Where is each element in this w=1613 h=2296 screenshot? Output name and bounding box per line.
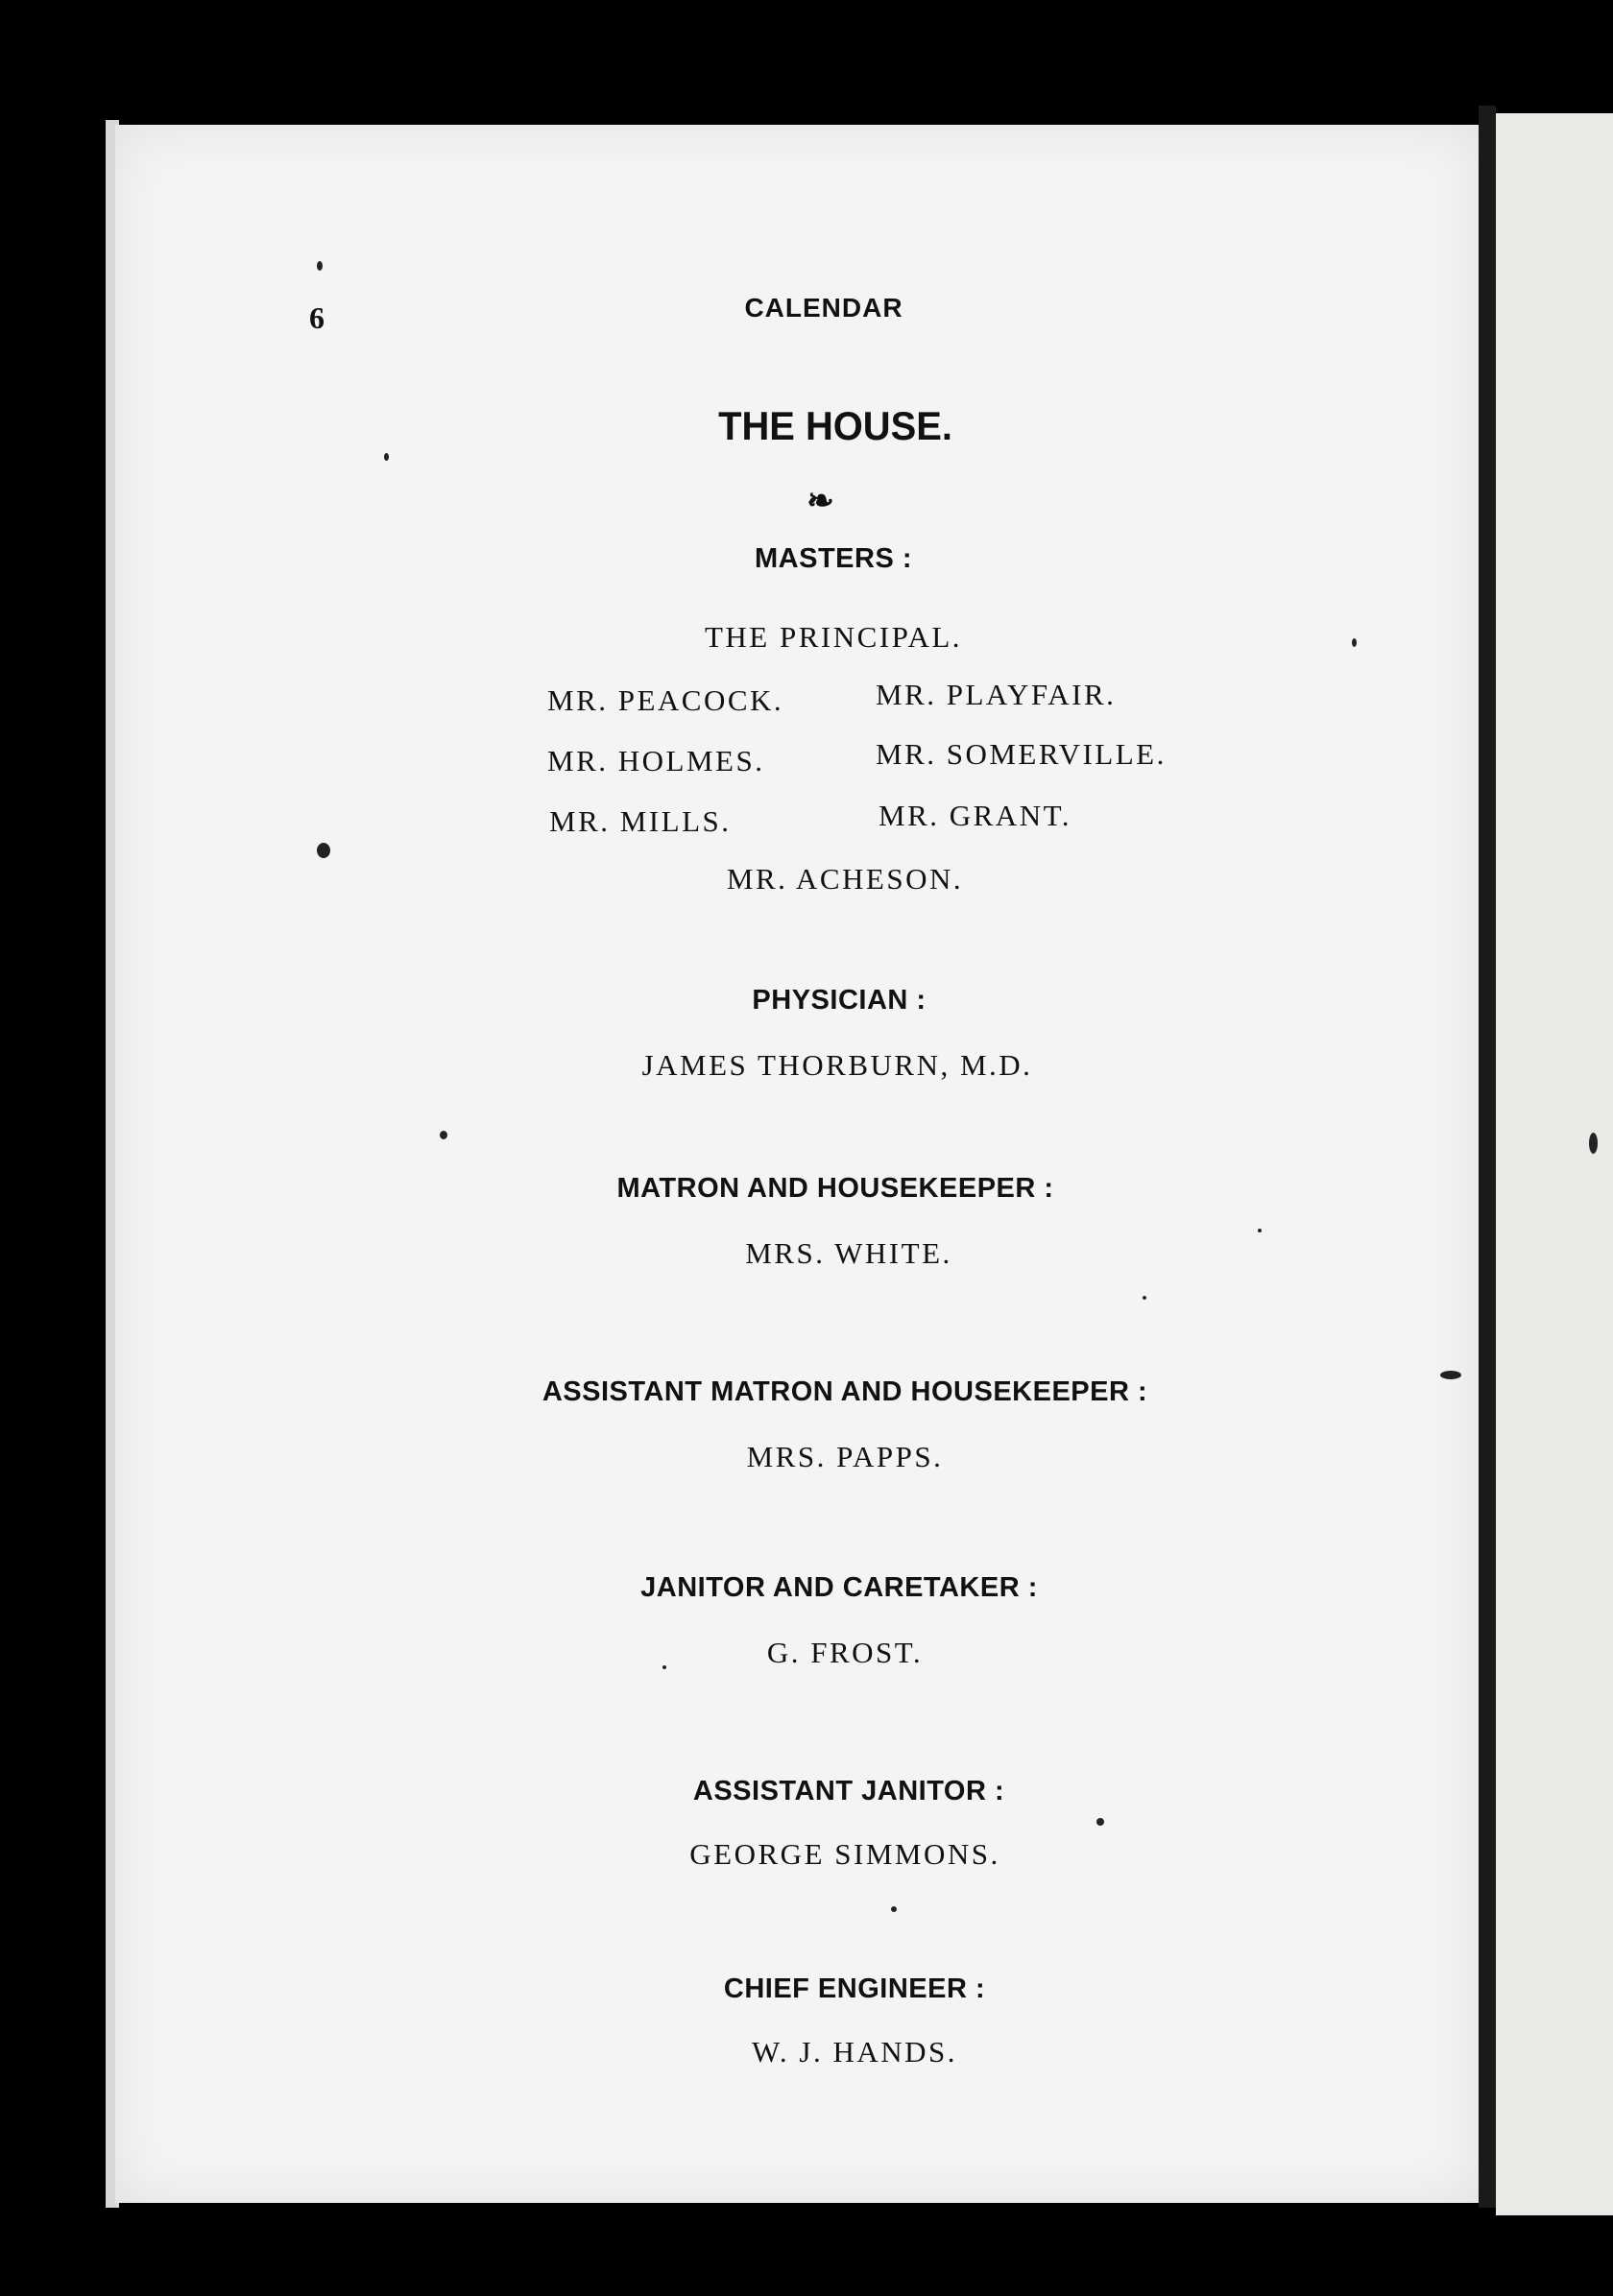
scan-speck [1143, 1296, 1146, 1300]
janitor-heading: JANITOR AND CARETAKER : [640, 1572, 1038, 1603]
assistant-matron-name: MRS. PAPPS. [746, 1440, 944, 1473]
master-name: MR. PEACOCK. [547, 683, 784, 717]
facing-page-edge [1496, 113, 1613, 2215]
scan-margin-top [0, 0, 1613, 113]
principal-name: THE PRINCIPAL. [704, 620, 963, 654]
physician-name: JAMES THORBURN, M.D. [641, 1048, 1033, 1082]
matron-heading: MATRON AND HOUSEKEEPER : [616, 1173, 1054, 1204]
book-spine [1479, 106, 1496, 2208]
masters-heading: MASTERS : [755, 543, 912, 574]
scan-margin-bottom [0, 2208, 1613, 2296]
assistant-matron-heading: ASSISTANT MATRON AND HOUSEKEEPER : [542, 1376, 1148, 1407]
master-name: MR. MILLS. [549, 804, 732, 838]
scan-speck [1352, 638, 1357, 647]
scan-speck [317, 843, 330, 858]
master-name: MR. GRANT. [879, 799, 1071, 832]
scan-speck [317, 261, 323, 271]
scan-speck [1096, 1818, 1104, 1826]
chief-engineer-heading: CHIEF ENGINEER : [723, 1973, 986, 2004]
master-name: MR. HOLMES. [547, 744, 765, 777]
fleuron-ornament: ❧ [806, 484, 835, 519]
master-name: MR. SOMERVILLE. [876, 737, 1167, 771]
janitor-name: G. FROST. [766, 1636, 924, 1669]
scan-speck [891, 1906, 897, 1912]
page-number: 6 [309, 300, 325, 335]
assistant-janitor-heading: ASSISTANT JANITOR : [692, 1776, 1005, 1806]
physician-heading: PHYSICIAN : [752, 985, 927, 1016]
scan-speck [1440, 1371, 1461, 1379]
scan-speck [1258, 1229, 1262, 1232]
scan-speck [384, 453, 389, 461]
page-title: THE HOUSE. [718, 403, 952, 448]
scan-speck [440, 1131, 447, 1139]
scan-speck [662, 1665, 666, 1669]
matron-name: MRS. WHITE. [745, 1236, 952, 1270]
master-name: MR. PLAYFAIR. [876, 678, 1117, 711]
assistant-janitor-name: GEORGE SIMMONS. [689, 1837, 1000, 1871]
running-head: CALENDAR [744, 293, 903, 323]
master-name: MR. ACHESON. [726, 862, 964, 896]
chief-engineer-name: W. J. HANDS. [751, 2035, 958, 2069]
scan-margin-left [0, 0, 106, 2296]
scan-speck [1589, 1133, 1598, 1154]
